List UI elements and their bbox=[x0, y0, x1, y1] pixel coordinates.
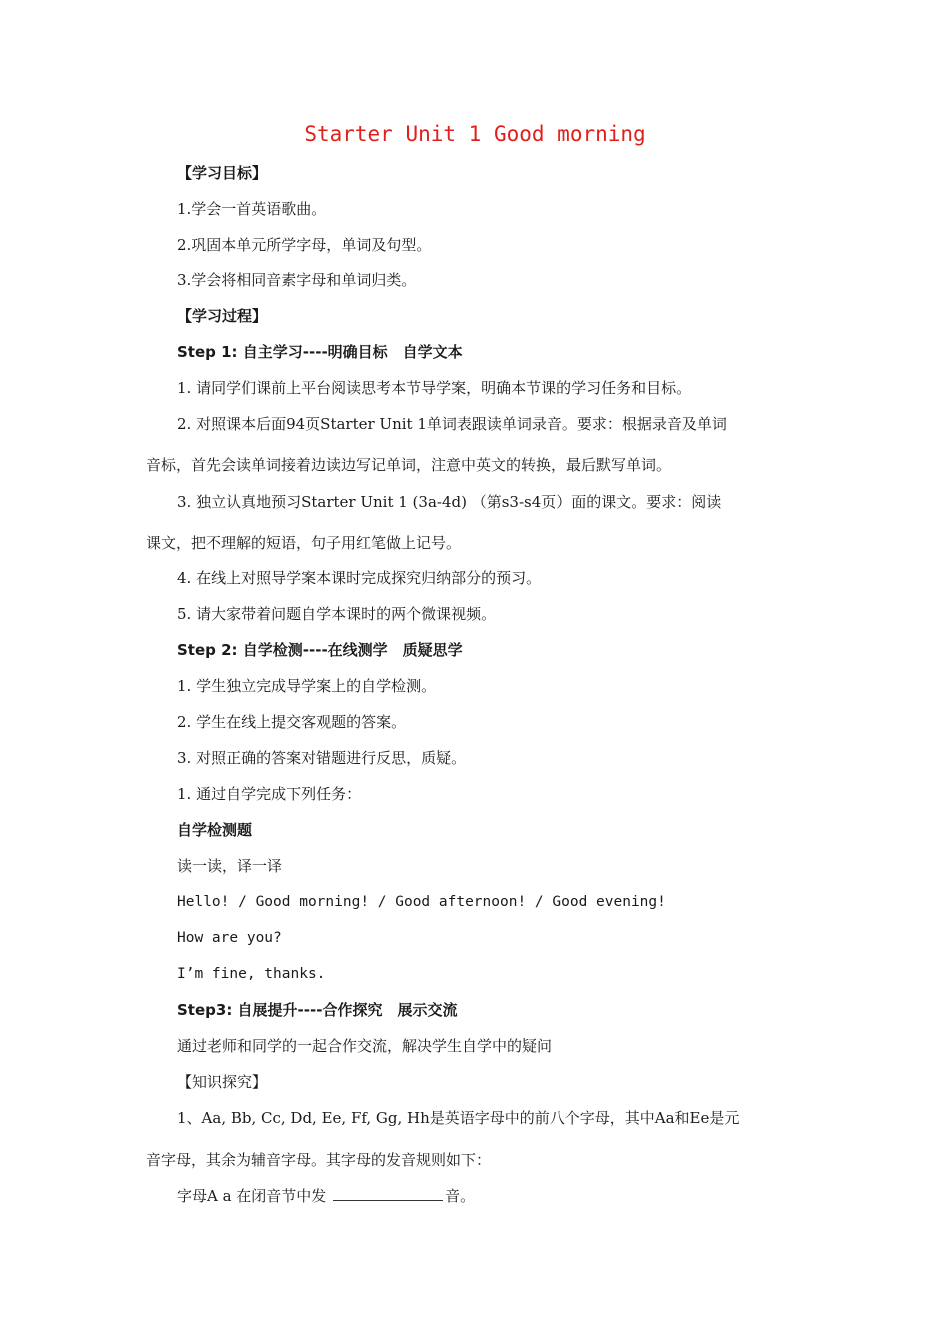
page-title: Starter Unit 1 Good morning bbox=[304, 122, 646, 146]
knowledge-line-continuation: 音字母，其余为辅音字母。其字母的发音规则如下： bbox=[146, 1151, 492, 1169]
step1-item: 1. 请同学们课前上平台阅读思考本节导学案，明确本节课的学习任务和目标。 bbox=[177, 379, 692, 397]
step1-item: 4. 在线上对照导学案本课时完成探究归纳部分的预习。 bbox=[177, 569, 542, 587]
goal-item: 2.巩固本单元所学字母，单词及句型。 bbox=[177, 236, 432, 254]
step2-heading: Step 2: 自学检测----在线测学 质疑思学 bbox=[177, 641, 463, 659]
self-test-line: I’m fine, thanks. bbox=[177, 966, 326, 982]
answer-blank[interactable] bbox=[333, 1186, 443, 1201]
fill-prefix: 字母A a 在闭音节中发 bbox=[177, 1187, 327, 1205]
step1-item: 3. 独立认真地预习Starter Unit 1 (3a-4d) （第s3-s4页）面的课文。要求：阅读 bbox=[177, 493, 722, 511]
self-test-line: How are you? bbox=[177, 930, 282, 946]
step1-item-continuation: 音标，首先会读单词接着边读边写记单词，注意中英文的转换，最后默写单词。 bbox=[146, 456, 672, 474]
goal-item: 1.学会一首英语歌曲。 bbox=[177, 200, 327, 218]
goal-item: 3.学会将相同音素字母和单词归类。 bbox=[177, 271, 417, 289]
goals-heading: 【学习目标】 bbox=[177, 164, 268, 182]
step1-heading: Step 1: 自主学习----明确目标 自学文本 bbox=[177, 343, 463, 361]
step2-item: 1. 通过自学完成下列任务： bbox=[177, 785, 362, 803]
step3-text: 通过老师和同学的一起合作交流，解决学生自学中的疑问 bbox=[177, 1037, 553, 1055]
step1-item: 5. 请大家带着问题自学本课时的两个微课视频。 bbox=[177, 605, 497, 623]
self-test-line: Hello! / Good morning! / Good afternoon! / Good evening! bbox=[177, 894, 666, 910]
step2-item: 1. 学生独立完成导学案上的自学检测。 bbox=[177, 677, 437, 695]
self-test-instruction: 读一读，译一译 bbox=[177, 857, 283, 875]
self-test-heading: 自学检测题 bbox=[177, 821, 253, 839]
step1-item-continuation: 课文，把不理解的短语，句子用红笔做上记号。 bbox=[146, 534, 462, 552]
knowledge-line: 1、Aa, Bb, Cc, Dd, Ee, Ff, Gg, Hh是英语字母中的前八个字母，其中Aa和Ee是元 bbox=[177, 1109, 740, 1127]
step3-heading: Step3: 自展提升----合作探究 展示交流 bbox=[177, 1001, 458, 1019]
process-heading: 【学习过程】 bbox=[177, 307, 268, 325]
fill-in-line bbox=[177, 1186, 475, 1206]
step2-item: 2. 学生在线上提交客观题的答案。 bbox=[177, 713, 407, 731]
fill-suffix: 音。 bbox=[445, 1187, 476, 1205]
step1-item: 2. 对照课本后面94页Starter Unit 1单词表跟读单词录音。要求：根据录音及单词 bbox=[177, 415, 727, 433]
step2-item: 3. 对照正确的答案对错题进行反思，质疑。 bbox=[177, 749, 467, 767]
knowledge-heading: 【知识探究】 bbox=[177, 1073, 268, 1091]
